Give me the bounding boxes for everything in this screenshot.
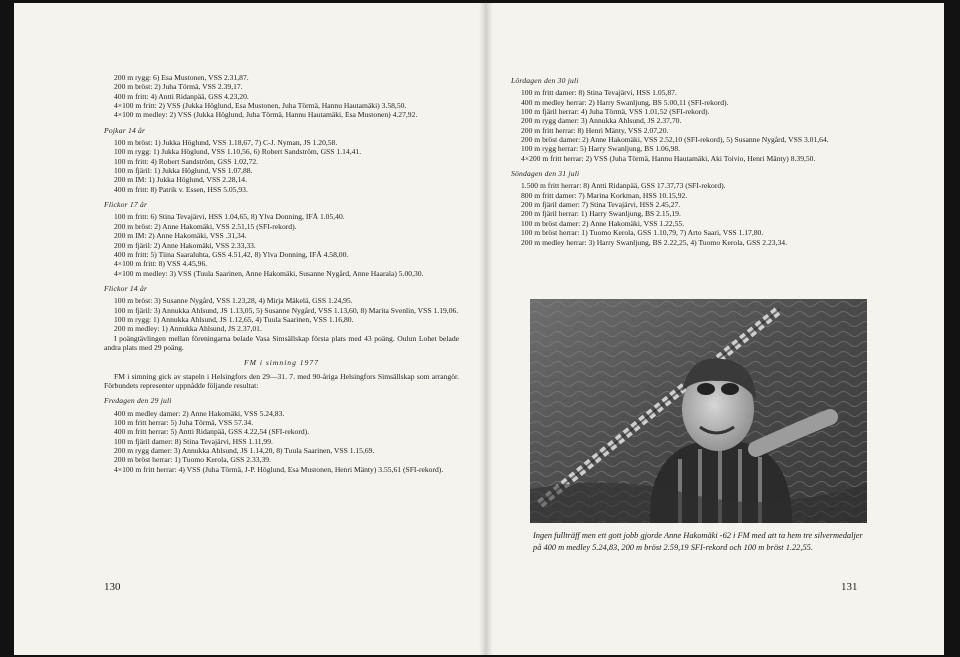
photo-caption: Ingen fullträff men ett gott jobb gjorde Anne Hakomäki -62 i FM med att ta hem tre silvermedaljer på 400 m medley 5.24,83, 200 m bröst 2.59,19 SFI-rekord och 100 m bröst 1.22,55.	[533, 531, 863, 552]
result-line: 200 m fjäril: 2) Anne Hakomäki, VSS 2.33,33.	[114, 240, 256, 250]
result-line: 200 m rygg: 6) Esa Mustonen, VSS 2.31,87.	[114, 73, 249, 82]
book-spine	[479, 3, 493, 655]
section-title-fm: FM i simning 1977	[243, 358, 319, 368]
result-line: 200 m bröst: 2) Juha Törmä, VSS 2.39,17.	[114, 82, 243, 92]
result-line: 200 m medley herrar: 3) Harry Swanljung, BS 2.22,25, 4) Tuomo Kerola, GSS 2.23,34.	[521, 237, 787, 247]
result-line: 100 m fjäril herrar: 4) Juha Törmä, VSS 1.01,52 (SFI-rekord).	[521, 107, 710, 117]
result-line: 200 m bröst damer: 2) Anne Hakomäki, VSS 2.52,10 (SFI-rekord), 5) Susanne Nygård, VSS 3.01,64.	[521, 135, 829, 145]
result-line: 4×100 m fritt: 2) VSS (Jukka Höglund, Esa Mustonen, Juha Törmä, Hannu Hautamäki) 3.58,50.	[114, 101, 407, 111]
result-line: 4×200 m fritt herrar: 2) VSS (Juha Törmä, Hannu Hautamäki, Aki Toivio, Henri Mänty) 8.39,50.	[521, 153, 816, 163]
result-line: 200 m rygg damer: 3) Annukka Ahlsund, JS 1.14,20, 8) Tuula Saarinen, VSS 1.15,69.	[114, 446, 375, 456]
result-line: 4×100 m medley: 3) VSS (Tuula Saarinen, Anne Hakomäki, Susanne Nygård, Anne Haarala) 5.00,30.	[114, 268, 424, 278]
result-line: 200 m bröst herrar: 1) Tuomo Kerola, GSS 2.33,39.	[114, 455, 271, 465]
results-block	[104, 296, 459, 352]
result-line: 100 m bröst: 1) Jukka Höglund, VSS 1.18,67, 7) C-J. Nyman, JS 1.20,58.	[114, 138, 338, 148]
result-line: 4×100 m fritt: 8) VSS 4.45,96.	[114, 259, 208, 269]
result-line: 100 m bröst damer: 2) Anne Hakomäki, VSS 1.22,55.	[521, 218, 685, 228]
right-page-text	[511, 76, 866, 247]
result-line: 100 m fjäril: 3) Annukka Ahlsund, JS 1.13,05, 5) Susanne Nygård, VSS 1.13,60, 8) Marita Svenlin, VSS 1.19,06.	[114, 305, 459, 315]
heading-flickor-17: Flickor 17 år	[104, 200, 148, 210]
result-line: 400 m fritt herrar: 5) Antti Ridanpää, GSS 4.22,54 (SFI-rekord).	[114, 427, 310, 437]
swimmer-photo	[530, 299, 867, 523]
heading-flickor-14: Flickor 14 år	[104, 283, 148, 293]
result-line: 800 m fritt damer: 7) Marina Korkman, HSS 10.15,92.	[521, 190, 688, 200]
result-line: 400 m medley damer: 2) Anne Hakomäki, VSS 5.24,83.	[114, 408, 285, 418]
results-block	[104, 73, 459, 120]
result-line: 100 m fjäril damer: 8) Stina Tevajärvi, HSS 1.11,99.	[114, 436, 273, 446]
result-line: 100 m fritt herrar: 5) Juha Törmä, VSS 57.34.	[114, 418, 254, 427]
result-line: 100 m fritt: 4) Robert Sandström, GSS 1.02,72.	[114, 156, 259, 166]
page-number-left: 130	[104, 581, 121, 593]
result-line: 400 m fritt: 4) Antti Ridanpää, GSS 4.23,20.	[114, 91, 249, 101]
book-spread	[14, 3, 944, 655]
result-line: 100 m rygg: 1) Annukka Ahlsund, JS 1.12,65, 4) Tuula Saarinen, VSS 1.16,80.	[114, 314, 354, 324]
result-line: 200 m fjäril herrar: 1) Harry Swanljung, BS 2.15,19.	[521, 209, 681, 219]
results-block	[104, 409, 459, 474]
result-line: 200 m rygg damer: 3) Annukka Ahlsund, JS 2.37,70.	[521, 116, 682, 126]
intro-paragraph: FM i simning gick av stapeln i Helsingfors den 29—31. 7. med 90-åriga Helsingfors Simsällskap som arrangör. Förbundets representer uppnådde följande resultat:	[104, 371, 459, 390]
result-line: 100 m fritt: 6) Stina Tevajärvi, HSS 1.04,65, 8) Ylva Donning, IFÅ 1.05,40.	[114, 212, 345, 222]
left-page-text	[104, 73, 459, 474]
results-block	[511, 181, 866, 246]
swimmer-photo-illustration	[530, 299, 867, 523]
result-line: I poängtävlingen mellan föreningarna belade Vasa Simsällskap första plats med 43 poäng. Oulun Lohet belade andra plats med 29 poäng.	[104, 333, 459, 352]
result-line: 400 m medley herrar: 2) Harry Swanljung, BS 5.00,11 (SFI-rekord).	[521, 97, 729, 107]
heading-fredagen: Fredagen den 29 juli	[104, 396, 172, 406]
result-line: 400 m fritt: 5) Tiina Saaraluhta, GSS 4.51,42, 8) Ylva Donning, IFÅ 4.58,00.	[114, 249, 349, 259]
result-line: 100 m fjäril: 1) Jukka Höglund, VSS 1.07,88.	[114, 166, 253, 176]
result-line: 100 m fritt damer: 8) Stina Tevajärvi, HSS 1.05,87.	[521, 88, 677, 98]
heading-pojkar-14: Pojkar 14 år	[104, 125, 146, 135]
result-line: 100 m rygg herrar: 5) Harry Swanljung, BS 1.06,98.	[521, 144, 681, 154]
result-line: 100 m rygg: 1) Jukka Höglund, VSS 1.10,56, 6) Robert Sandström, GSS 1.14,41.	[114, 147, 362, 157]
result-line: 1.500 m fritt herrar: 8) Antti Ridanpää, GSS 17.37,73 (SFI-rekord).	[521, 181, 726, 191]
result-line: 100 m bröst: 3) Susanne Nygård, VSS 1.23,28, 4) Mirja Mäkelä, GSS 1.24,95.	[114, 296, 353, 306]
result-line: 100 m bröst herrar: 1) Tuomo Kerola, GSS 1.10,79, 7) Arto Saari, VSS 1.17,80.	[521, 228, 764, 238]
result-line: 200 m medley: 1) Annukka Ahlsund, JS 2.37,01.	[114, 324, 262, 334]
result-line: 4×100 m medley: 2) VSS (Jukka Höglund, Juha Törmä, Hannu Hautamäki, Esa Mustonen) 4.27,92.	[114, 110, 418, 120]
results-block	[104, 212, 459, 277]
heading-lordagen: Lördagen den 30 juli	[511, 76, 579, 85]
result-line: 200 m bröst: 2) Anne Hakomäki, VSS 2.51,15 (SFI-rekord).	[114, 221, 297, 231]
result-line: 400 m fritt: 8) Patrik v. Essen, HSS 5.05,93.	[114, 184, 248, 194]
result-line: 200 m fjäril damer: 7) Stina Tevajärvi, HSS 2.45,27.	[521, 200, 681, 210]
result-line: 200 m IM: 1) Jukka Höglund, VSS 2.28,14.	[114, 175, 247, 185]
result-line: 4×100 m fritt herrar: 4) VSS (Juha Törmä, J-P. Höglund, Esa Mustonen, Henri Mänty) 3.55,61 (SFI-rekord).	[114, 464, 444, 474]
result-line: 200 m fritt herrar: 8) Henri Mänty, VSS 2.07,20.	[521, 125, 669, 135]
results-block	[511, 88, 866, 163]
result-line: 200 m IM: 2) Anne Hakomäki, VSS .31,34.	[114, 231, 247, 241]
results-block	[104, 138, 459, 194]
heading-sondagen: Söndagen den 31 juli	[511, 169, 580, 179]
page-number-right: 131	[841, 581, 858, 593]
